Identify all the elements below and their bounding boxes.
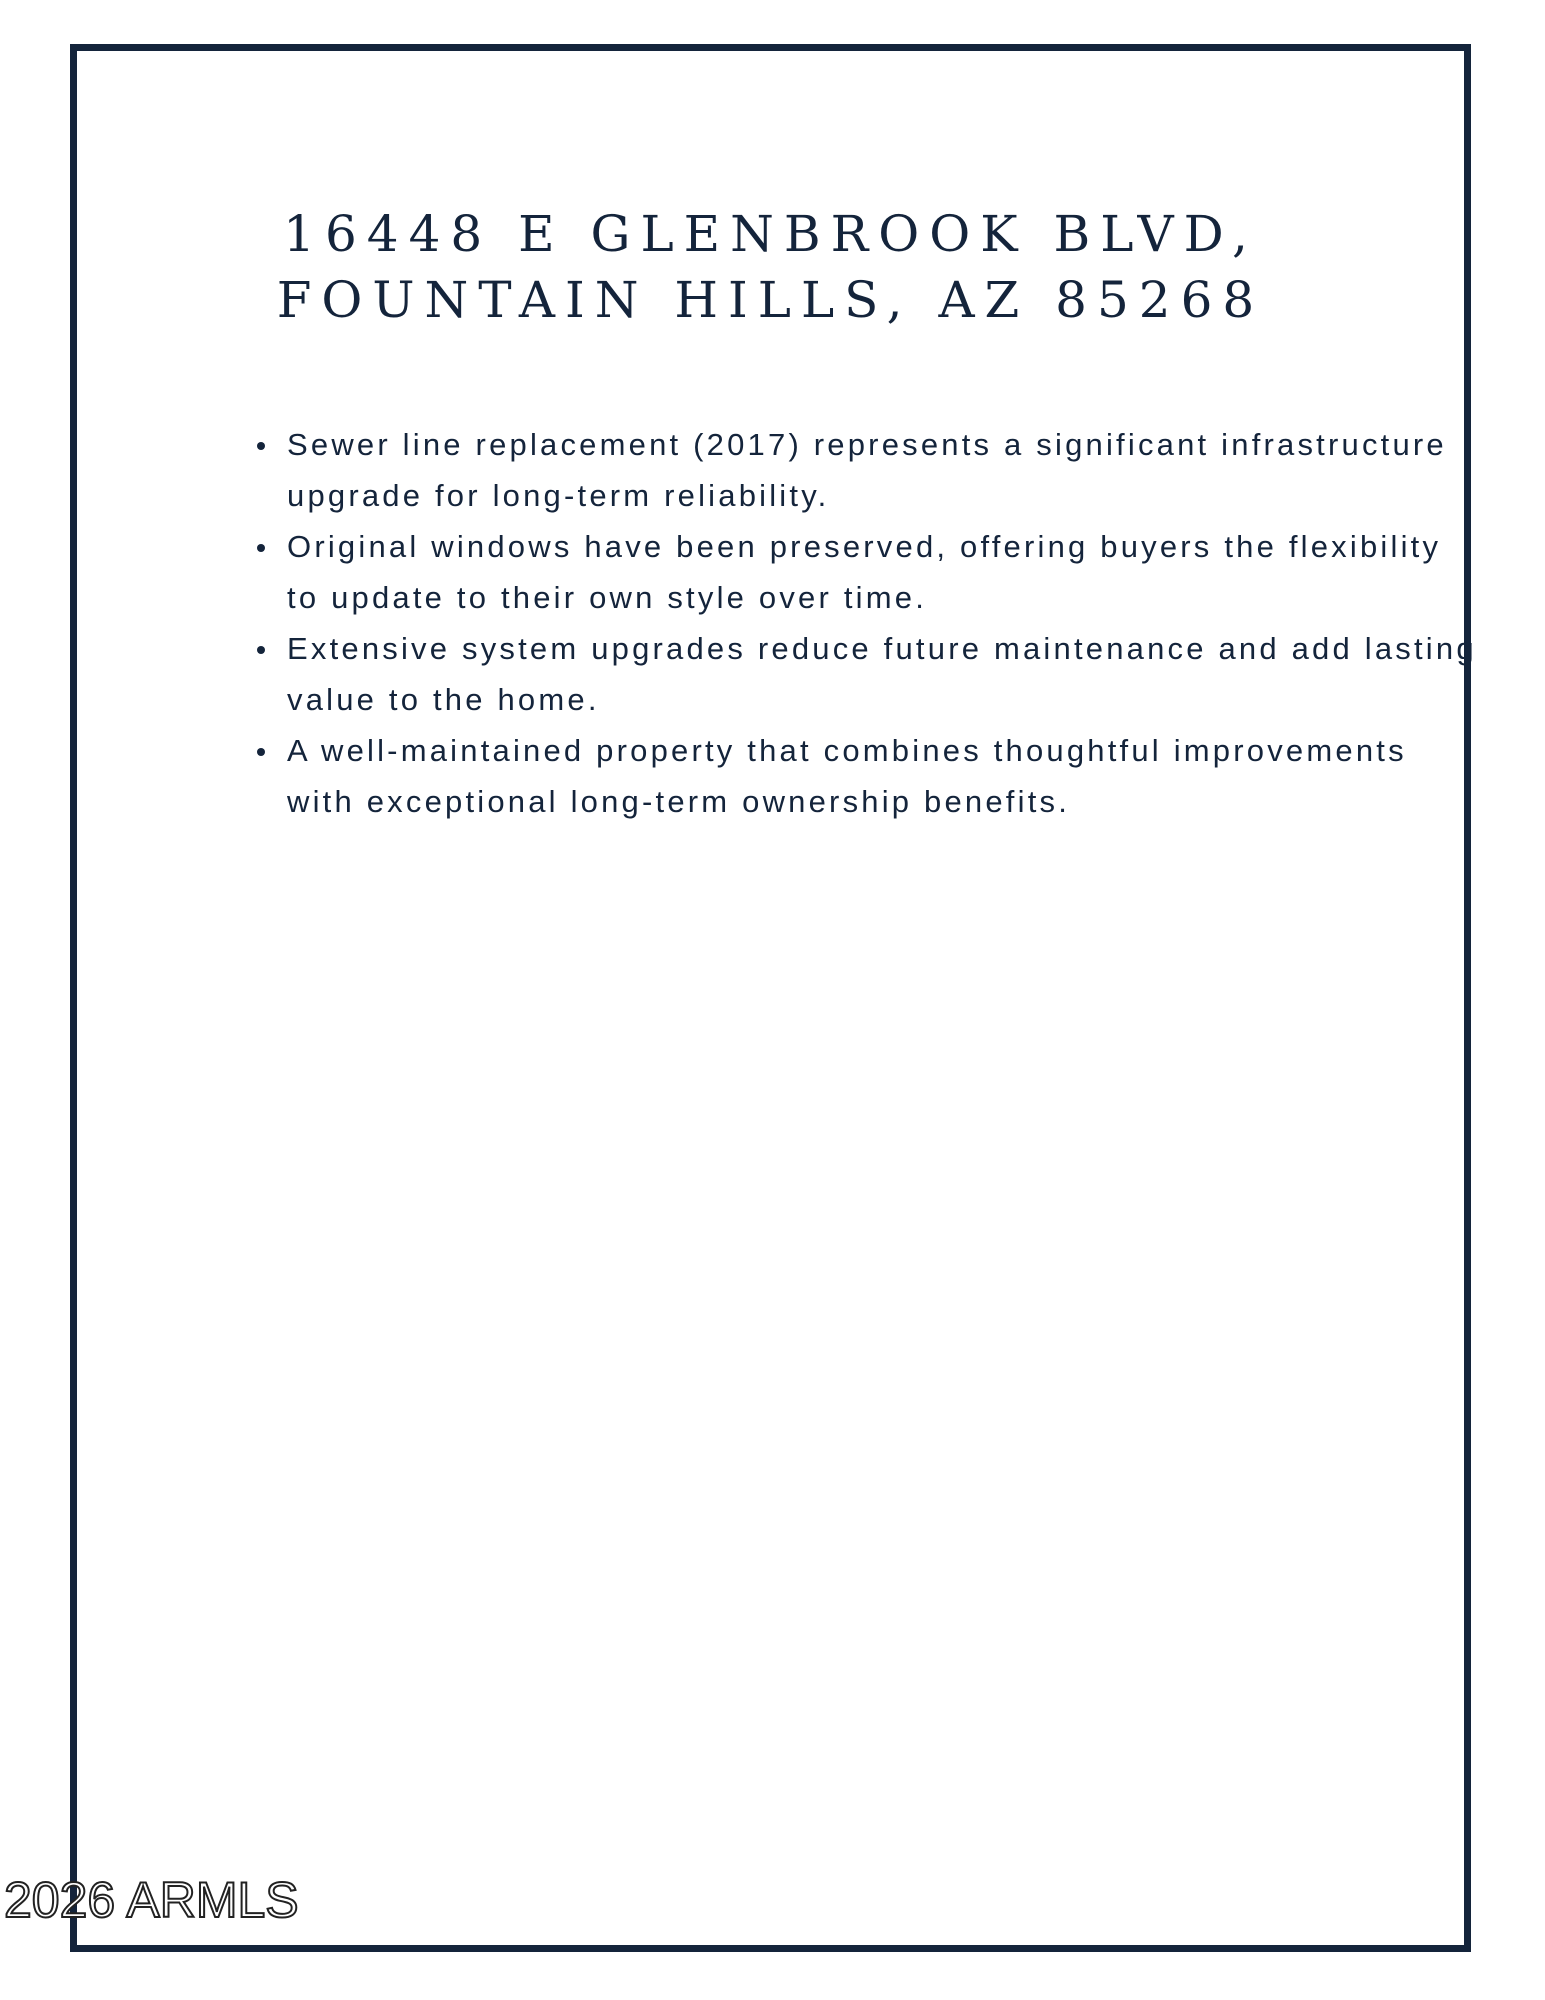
feature-item: A well-maintained property that combines thoughtful improvements with exceptional long-term ownership benefits.: [257, 725, 1477, 827]
feature-item: Extensive system upgrades reduce future maintenance and add lasting value to the home.: [257, 623, 1477, 725]
address-line-city: FOUNTAIN HILLS, AZ 85268: [276, 271, 1265, 329]
copyright-watermark: 2026 ARMLS: [4, 1872, 299, 1928]
feature-item: Original windows have been preserved, offering buyers the flexibility to update to their own style over time.: [257, 521, 1477, 623]
page-frame: [70, 44, 1477, 1952]
feature-item: Sewer line replacement (2017) represents a significant infrastructure upgrade for long-term reliability.: [257, 419, 1477, 521]
address-line-street: 16448 E GLENBROOK BLVD,: [283, 205, 1258, 263]
property-address-title: [77, 201, 1464, 333]
feature-list: [257, 419, 1477, 827]
